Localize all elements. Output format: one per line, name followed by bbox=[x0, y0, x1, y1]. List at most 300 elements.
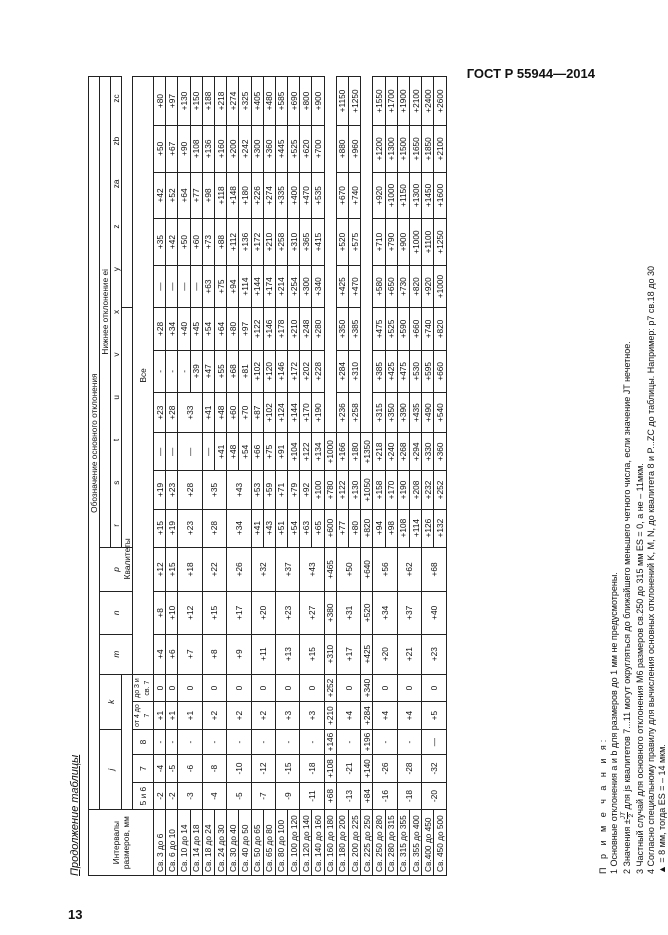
letter-n: n bbox=[100, 592, 133, 634]
za-cell: +740 bbox=[349, 172, 361, 219]
grade-7: 7 bbox=[133, 755, 154, 783]
u-cell: +435 bbox=[409, 393, 421, 433]
za-cell: +820 bbox=[361, 509, 373, 547]
t-cell: — bbox=[178, 433, 202, 471]
interval-cell: Св. 450 до 500 bbox=[434, 810, 446, 876]
grade-8: 8 bbox=[133, 729, 154, 754]
k-4-7-cell: +2 bbox=[227, 702, 251, 730]
z-cell: +88 bbox=[214, 219, 226, 266]
zc-cell: +274 bbox=[227, 77, 239, 126]
x-cell: +248 bbox=[300, 308, 312, 350]
n-cell: +20 bbox=[251, 592, 275, 634]
m-cell: +4 bbox=[154, 634, 166, 674]
j-8-cell: - bbox=[397, 729, 421, 754]
j-5-6-cell: -4 bbox=[202, 782, 226, 810]
letter-j: j bbox=[100, 729, 122, 809]
table-row bbox=[251, 77, 263, 876]
k-4-7-cell: +1 bbox=[154, 702, 166, 730]
y-cell: +820 bbox=[409, 265, 421, 307]
grade-5-6: 5 и 6 bbox=[133, 782, 154, 810]
v-cell: +120 bbox=[263, 350, 275, 392]
k-4-7-cell: +4 bbox=[336, 702, 360, 730]
j-7-cell: -10 bbox=[227, 755, 251, 783]
n-cell: +31 bbox=[336, 592, 360, 634]
z-cell: +575 bbox=[349, 219, 361, 266]
p-cell: +43 bbox=[300, 547, 324, 591]
r-cell: +23 bbox=[178, 509, 202, 547]
za-cell: +1450 bbox=[422, 172, 434, 219]
k-3-7-cell: 0 bbox=[202, 674, 226, 702]
v-cell: +385 bbox=[373, 350, 385, 392]
za-cell: +600 bbox=[324, 509, 336, 547]
k-3-7-cell: 0 bbox=[336, 674, 360, 702]
x-cell: +122 bbox=[251, 308, 263, 350]
zb-cell: +242 bbox=[239, 126, 251, 173]
y-cell: +144 bbox=[251, 265, 263, 307]
n-cell: +17 bbox=[227, 592, 251, 634]
p-cell: +62 bbox=[397, 547, 421, 591]
interval-cell: Св. 200 до 225 bbox=[349, 810, 361, 876]
interval-cell: Св. 10 до 14 bbox=[178, 810, 190, 876]
m-cell: +23 bbox=[422, 634, 446, 674]
t-cell: +91 bbox=[275, 433, 287, 471]
interval-cell: Св. 24 до 30 bbox=[214, 810, 226, 876]
s-cell: +108 bbox=[324, 755, 336, 783]
zc-cell: +1900 bbox=[397, 77, 409, 126]
zc-cell: +1350 bbox=[361, 433, 373, 471]
z-cell: +35 bbox=[154, 219, 166, 266]
r-cell: +65 bbox=[312, 509, 324, 547]
y-cell: +340 bbox=[312, 265, 324, 307]
v-cell: +310 bbox=[349, 350, 361, 392]
u-cell: +390 bbox=[397, 393, 409, 433]
interval-cell: Св. 180 до 200 bbox=[336, 810, 348, 876]
k-4-7-cell: +1 bbox=[166, 702, 178, 730]
letter-v: v bbox=[111, 352, 121, 357]
interval-cell: Св. 6 до 10 bbox=[166, 810, 178, 876]
interval-cell: Св. 14 до 18 bbox=[190, 810, 202, 876]
zb-cell: +880 bbox=[336, 126, 348, 173]
letter-m: m bbox=[100, 634, 133, 674]
y-cell: +300 bbox=[300, 265, 312, 307]
grade-k-4-7: от 4 до 7 bbox=[133, 702, 154, 730]
s-cell: +100 bbox=[312, 471, 324, 509]
n-cell: +34 bbox=[373, 592, 397, 634]
v-cell: +47 bbox=[202, 350, 214, 392]
zc-cell: +2400 bbox=[422, 77, 434, 126]
j-8-cell: - bbox=[300, 729, 324, 754]
m-cell: +15 bbox=[300, 634, 324, 674]
j-8-cell: - bbox=[202, 729, 226, 754]
note-4-cont: ▲ = 8 мм, тогда ES = – 14 мкм. bbox=[657, 744, 667, 874]
v-cell: +340 bbox=[361, 674, 373, 702]
t-cell: +66 bbox=[251, 433, 263, 471]
m-cell: +7 bbox=[178, 634, 202, 674]
r-cell: +51 bbox=[275, 509, 287, 547]
u-cell: +190 bbox=[312, 393, 324, 433]
zc-cell: +188 bbox=[202, 77, 214, 126]
j-7-cell: -6 bbox=[178, 755, 202, 783]
r-cell: +68 bbox=[324, 782, 336, 810]
t-cell: — bbox=[166, 433, 178, 471]
zb-cell: +1300 bbox=[385, 126, 397, 173]
zb-cell: +620 bbox=[300, 126, 312, 173]
x-cell: +280 bbox=[312, 308, 324, 350]
k-4-7-cell: +3 bbox=[300, 702, 324, 730]
zc-cell: +97 bbox=[166, 77, 178, 126]
z-cell: +710 bbox=[373, 219, 385, 266]
table-row bbox=[361, 77, 373, 876]
x-cell: +34 bbox=[166, 308, 178, 350]
y-cell: +114 bbox=[239, 265, 251, 307]
j-5-6-cell: -13 bbox=[336, 782, 360, 810]
k-4-7-cell: +4 bbox=[373, 702, 397, 730]
zc-cell: +325 bbox=[239, 77, 251, 126]
s-cell: +92 bbox=[300, 471, 312, 509]
interval-cell: Св. 120 до 140 bbox=[300, 810, 312, 876]
u-cell: +48 bbox=[214, 393, 226, 433]
zb-cell: +1850 bbox=[422, 126, 434, 173]
zb-cell: +445 bbox=[275, 126, 287, 173]
zb-cell: +160 bbox=[214, 126, 226, 173]
za-cell: +1000 bbox=[385, 172, 397, 219]
t-cell: — bbox=[202, 433, 214, 471]
za-cell: +118 bbox=[214, 172, 226, 219]
zc-cell: +800 bbox=[300, 77, 312, 126]
x-cell: +740 bbox=[422, 308, 434, 350]
v-cell: +202 bbox=[300, 350, 312, 392]
t-cell: +75 bbox=[263, 433, 275, 471]
t-cell: +218 bbox=[373, 433, 385, 471]
x-cell: +178 bbox=[275, 308, 287, 350]
p-cell: +22 bbox=[202, 547, 226, 591]
zc-cell: +218 bbox=[214, 77, 226, 126]
zb-cell: +780 bbox=[324, 471, 336, 509]
k-3-7-cell: 0 bbox=[397, 674, 421, 702]
interval-cell: Св. 280 до 315 bbox=[385, 810, 397, 876]
y-cell: +425 bbox=[336, 265, 348, 307]
j-7-cell: -5 bbox=[166, 755, 178, 783]
t-cell: +360 bbox=[434, 433, 446, 471]
zc-cell: +130 bbox=[178, 77, 190, 126]
j-7-cell: -18 bbox=[300, 755, 324, 783]
n-cell: +40 bbox=[422, 592, 446, 634]
s-cell: +130 bbox=[349, 471, 361, 509]
x-cell: +385 bbox=[349, 308, 361, 350]
zb-cell: +136 bbox=[202, 126, 214, 173]
s-cell: +252 bbox=[434, 471, 446, 509]
r-cell: +34 bbox=[227, 509, 251, 547]
u-cell: +284 bbox=[361, 702, 373, 730]
z-cell: +42 bbox=[166, 219, 178, 266]
t-cell: +122 bbox=[300, 433, 312, 471]
v-cell: +39 bbox=[190, 350, 202, 392]
za-cell: +335 bbox=[275, 172, 287, 219]
y-cell: +730 bbox=[397, 265, 409, 307]
continuation-caption: Продолжение таблицы bbox=[69, 754, 81, 876]
interval-cell: Св.400 до 450 bbox=[422, 810, 434, 876]
x-cell: +820 bbox=[434, 308, 446, 350]
j-7-cell: -4 bbox=[154, 755, 166, 783]
x-cell: +54 bbox=[202, 308, 214, 350]
interval-cell: Св. 18 до 24 bbox=[202, 810, 214, 876]
k-3-7-cell: 0 bbox=[251, 674, 275, 702]
u-cell: +540 bbox=[434, 393, 446, 433]
m-cell: +11 bbox=[251, 634, 275, 674]
t-cell: +41 bbox=[214, 433, 226, 471]
m-cell: +21 bbox=[397, 634, 421, 674]
zb-cell: +960 bbox=[349, 126, 361, 173]
x-cell: +660 bbox=[409, 308, 421, 350]
v-cell: +425 bbox=[385, 350, 397, 392]
j-5-6-cell: -2 bbox=[154, 782, 166, 810]
interval-cell: Св. 250 до 280 bbox=[373, 810, 385, 876]
note-2: 2 Значения ± JT 2 для js квалитетов 7...11 могут округляться до ближайшего меньшего четного числа, если значение JT нечетное. bbox=[620, 341, 635, 874]
r-cell: +15 bbox=[154, 509, 166, 547]
za-cell: +1150 bbox=[397, 172, 409, 219]
y-cell: +214 bbox=[275, 265, 287, 307]
n-cell: +12 bbox=[178, 592, 202, 634]
z-cell: +112 bbox=[227, 219, 239, 266]
t-cell: +104 bbox=[288, 433, 300, 471]
y-cell: — bbox=[154, 265, 166, 307]
letter-y: y bbox=[111, 267, 121, 272]
z-cell: +136 bbox=[239, 219, 251, 266]
jt-fraction: JT 2 bbox=[620, 812, 635, 820]
za-cell: +470 bbox=[300, 172, 312, 219]
k-3-7-cell: 0 bbox=[300, 674, 324, 702]
t-cell: +240 bbox=[385, 433, 397, 471]
grades-header: Квалитеты bbox=[122, 308, 133, 810]
table-row bbox=[202, 77, 214, 876]
k-4-7-cell: +2 bbox=[251, 702, 275, 730]
t-cell: +196 bbox=[361, 729, 373, 754]
j-8-cell: - bbox=[227, 729, 251, 754]
n-cell: +27 bbox=[300, 592, 324, 634]
m-cell: +13 bbox=[275, 634, 299, 674]
interval-cell: Св. 315 до 355 bbox=[397, 810, 409, 876]
lower-deviation-header: Нижнее отклонение ei bbox=[100, 77, 111, 547]
p-cell: +12 bbox=[154, 547, 166, 591]
letter-z: z bbox=[111, 224, 121, 229]
v-cell: +475 bbox=[397, 350, 409, 392]
zb-cell: +90 bbox=[178, 126, 190, 173]
n-cell: +15 bbox=[202, 592, 226, 634]
zb-cell: +108 bbox=[190, 126, 202, 173]
letter-x: x bbox=[111, 309, 121, 314]
za-cell: +98 bbox=[202, 172, 214, 219]
s-cell: +232 bbox=[422, 471, 434, 509]
table-row bbox=[154, 77, 166, 876]
s-cell: +35 bbox=[202, 471, 226, 509]
zb-cell: +700 bbox=[312, 126, 324, 173]
letters-r-zc bbox=[111, 77, 121, 547]
z-cell: +172 bbox=[251, 219, 263, 266]
j-5-6-cell: -7 bbox=[251, 782, 275, 810]
interval-cell: Св. 100 до 120 bbox=[288, 810, 300, 876]
j-7-cell: -8 bbox=[202, 755, 226, 783]
x-cell: +45 bbox=[190, 308, 202, 350]
u-cell: +258 bbox=[349, 393, 361, 433]
r-cell: +19 bbox=[166, 509, 178, 547]
s-cell: +19 bbox=[154, 471, 166, 509]
j-8-cell: - bbox=[251, 729, 275, 754]
k-3-7-cell: 0 bbox=[154, 674, 166, 702]
za-cell: +274 bbox=[263, 172, 275, 219]
t-cell: +268 bbox=[397, 433, 409, 471]
interval-cell: Св. 140 до 160 bbox=[312, 810, 324, 876]
x-cell: +425 bbox=[361, 634, 373, 674]
n-cell: +8 bbox=[154, 592, 166, 634]
za-cell: +226 bbox=[251, 172, 263, 219]
v-cell: +55 bbox=[214, 350, 226, 392]
z-cell: +465 bbox=[324, 547, 336, 591]
p-cell: +26 bbox=[227, 547, 251, 591]
v-cell: - bbox=[178, 350, 190, 392]
m-cell: +6 bbox=[166, 634, 178, 674]
zb-cell: +50 bbox=[154, 126, 166, 173]
j-8-cell: - bbox=[336, 729, 360, 754]
zc-cell: +480 bbox=[263, 77, 275, 126]
s-cell: +140 bbox=[361, 755, 373, 783]
v-cell: +252 bbox=[324, 674, 336, 702]
u-cell: +23 bbox=[154, 393, 166, 433]
x-cell: +64 bbox=[214, 308, 226, 350]
v-cell: +595 bbox=[422, 350, 434, 392]
x-cell: +40 bbox=[178, 308, 190, 350]
t-cell: — bbox=[154, 433, 166, 471]
letter-zb: zb bbox=[111, 136, 121, 146]
interval-cell: Св. 355 до 400 bbox=[409, 810, 421, 876]
j-8-cell: — bbox=[422, 729, 446, 754]
k-4-7-cell: +1 bbox=[178, 702, 202, 730]
zb-cell: +67 bbox=[166, 126, 178, 173]
zc-cell: +1700 bbox=[385, 77, 397, 126]
letter-p: p bbox=[100, 547, 133, 591]
zc-cell: +1150 bbox=[336, 77, 348, 126]
notes-block bbox=[598, 76, 668, 874]
y-cell: — bbox=[178, 265, 190, 307]
s-cell: +59 bbox=[263, 471, 275, 509]
zc-cell: +80 bbox=[154, 77, 166, 126]
z-cell: +640 bbox=[361, 547, 373, 591]
deviation-table bbox=[88, 76, 447, 876]
zb-cell: +360 bbox=[263, 126, 275, 173]
z-cell: +1000 bbox=[409, 219, 421, 266]
zb-cell: +300 bbox=[251, 126, 263, 173]
u-cell: +87 bbox=[251, 393, 263, 433]
u-cell: +315 bbox=[373, 393, 385, 433]
t-cell: +294 bbox=[409, 433, 421, 471]
letter-k: k bbox=[100, 674, 122, 729]
j-5-6-cell: -20 bbox=[422, 782, 446, 810]
p-cell: +15 bbox=[166, 547, 178, 591]
zc-cell: +150 bbox=[190, 77, 202, 126]
za-cell: +1600 bbox=[434, 172, 446, 219]
note-3: 3 Частный случай для основного отклонения M6 размеров св.250 до 315 мм ES = 0, а не – 11мкм. bbox=[635, 463, 645, 874]
r-cell: +63 bbox=[300, 509, 312, 547]
x-cell: +310 bbox=[324, 634, 336, 674]
interval-cell: Св. 225 до 250 bbox=[361, 810, 373, 876]
grade-all: Все bbox=[133, 77, 154, 675]
zc-cell: +1000 bbox=[324, 433, 336, 471]
j-8-cell: - bbox=[178, 729, 202, 754]
m-cell: +20 bbox=[373, 634, 397, 674]
k-4-7-cell: +4 bbox=[397, 702, 421, 730]
r-cell: +28 bbox=[202, 509, 226, 547]
j-7-cell: -28 bbox=[397, 755, 421, 783]
x-cell: +525 bbox=[385, 308, 397, 350]
n-cell: +37 bbox=[397, 592, 421, 634]
j-8-cell: - bbox=[154, 729, 166, 754]
j-5-6-cell: -2 bbox=[166, 782, 178, 810]
table-row bbox=[300, 77, 312, 876]
s-cell: +79 bbox=[288, 471, 300, 509]
p-cell: +56 bbox=[373, 547, 397, 591]
table-row bbox=[373, 77, 385, 876]
k-3-7-cell: 0 bbox=[166, 674, 178, 702]
y-cell: +254 bbox=[288, 265, 300, 307]
letter-u: u bbox=[111, 394, 121, 400]
y-cell: +470 bbox=[349, 265, 361, 307]
j-5-6-cell: -5 bbox=[227, 782, 251, 810]
y-cell: +94 bbox=[227, 265, 239, 307]
interval-cell: Св. 160 до 180 bbox=[324, 810, 336, 876]
k-3-7-cell: 0 bbox=[422, 674, 446, 702]
r-cell: +41 bbox=[251, 509, 263, 547]
u-cell: +70 bbox=[239, 393, 251, 433]
u-cell: +210 bbox=[324, 702, 336, 730]
x-cell: +590 bbox=[397, 308, 409, 350]
z-cell: +790 bbox=[385, 219, 397, 266]
t-cell: +180 bbox=[349, 433, 361, 471]
r-cell: +77 bbox=[336, 509, 348, 547]
zc-cell: +405 bbox=[251, 77, 263, 126]
y-cell: +1000 bbox=[434, 265, 446, 307]
p-cell: +37 bbox=[275, 547, 299, 591]
x-cell: +28 bbox=[154, 308, 166, 350]
k-4-7-cell: +3 bbox=[275, 702, 299, 730]
v-cell: +172 bbox=[288, 350, 300, 392]
r-cell: +132 bbox=[434, 509, 446, 547]
r-cell: +80 bbox=[349, 509, 361, 547]
s-cell: +158 bbox=[373, 471, 385, 509]
t-cell: +166 bbox=[336, 433, 348, 471]
m-cell: +8 bbox=[202, 634, 226, 674]
j-7-cell: -15 bbox=[275, 755, 299, 783]
u-cell: +28 bbox=[166, 393, 178, 433]
zb-cell: +1200 bbox=[373, 126, 385, 173]
z-cell: +73 bbox=[202, 219, 214, 266]
v-cell: +660 bbox=[434, 350, 446, 392]
s-cell: +170 bbox=[385, 471, 397, 509]
zc-cell: +2100 bbox=[409, 77, 421, 126]
page-number: 13 bbox=[68, 907, 83, 922]
x-cell: +97 bbox=[239, 308, 251, 350]
rotated-table-page bbox=[69, 76, 667, 876]
v-cell: +68 bbox=[227, 350, 239, 392]
z-cell: +1250 bbox=[434, 219, 446, 266]
t-cell: +134 bbox=[312, 433, 324, 471]
n-cell: +23 bbox=[275, 592, 299, 634]
designation-header: Обозначение основного отклонения bbox=[89, 77, 100, 810]
s-cell: +43 bbox=[227, 471, 251, 509]
u-cell: +490 bbox=[422, 393, 434, 433]
x-cell: +350 bbox=[336, 308, 348, 350]
standard-header: ГОСТ Р 55944—2014 bbox=[466, 66, 595, 81]
p-cell: +18 bbox=[178, 547, 202, 591]
y-cell: +920 bbox=[422, 265, 434, 307]
